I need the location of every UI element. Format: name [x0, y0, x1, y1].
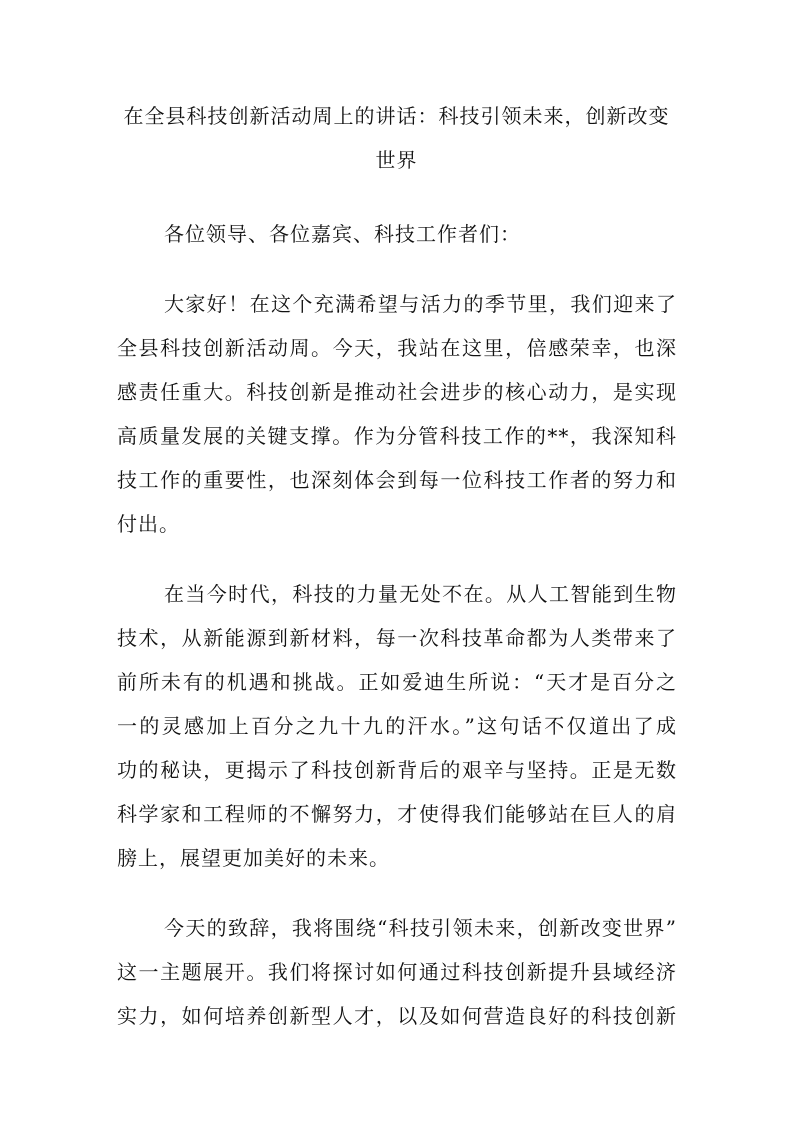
- title-line-2: 世界: [375, 148, 418, 172]
- paragraph-3-line: 实力，如何培养创新型人才，以及如何营造良好的科技创新: [117, 1004, 677, 1028]
- paragraph-1-line: 高质量发展的关键支撑。作为分管科技工作的**，我深知科: [117, 424, 677, 448]
- paragraph-1-line: 全县科技创新活动周。今天，我站在这里，倍感荣幸，也深: [117, 336, 677, 360]
- paragraph-2-line: 在当今时代，科技的力量无处不在。从人工智能到生物: [164, 582, 677, 606]
- paragraph-2-line: 一的灵感加上百分之九十九的汗水。”这句话不仅道出了成: [117, 714, 677, 738]
- paragraph-1-line: 技工作的重要性，也深刻体会到每一位科技工作者的努力和: [117, 468, 677, 492]
- paragraph-3-line: 这一主题展开。我们将探讨如何通过科技创新提升县域经济: [117, 960, 677, 984]
- paragraph-2-line: 前所未有的机遇和挑战。正如爱迪生所说：“天才是百分之: [117, 670, 677, 694]
- paragraph-2-line: 功的秘诀，更揭示了科技创新背后的艰辛与坚持。正是无数: [117, 758, 677, 782]
- paragraph-1-line: 付出。: [117, 512, 180, 536]
- paragraph-1-line: 感责任重大。科技创新是推动社会进步的核心动力，是实现: [117, 380, 677, 404]
- paragraph-2-line: 膀上，展望更加美好的未来。: [117, 846, 390, 870]
- title-line-1: 在全县科技创新活动周上的讲话：科技引领未来，创新改变: [123, 104, 670, 128]
- paragraph-2-line: 科学家和工程师的不懈努力，才使得我们能够站在巨人的肩: [117, 802, 677, 826]
- salutation: 各位领导、各位嘉宾、科技工作者们：: [164, 222, 521, 246]
- paragraph-1-line: 大家好！在这个充满希望与活力的季节里，我们迎来了: [164, 292, 677, 316]
- paragraph-3-line: 今天的致辞，我将围绕“科技引领未来，创新改变世界”: [164, 916, 677, 940]
- paragraph-2-line: 技术，从新能源到新材料，每一次科技革命都为人类带来了: [117, 626, 677, 650]
